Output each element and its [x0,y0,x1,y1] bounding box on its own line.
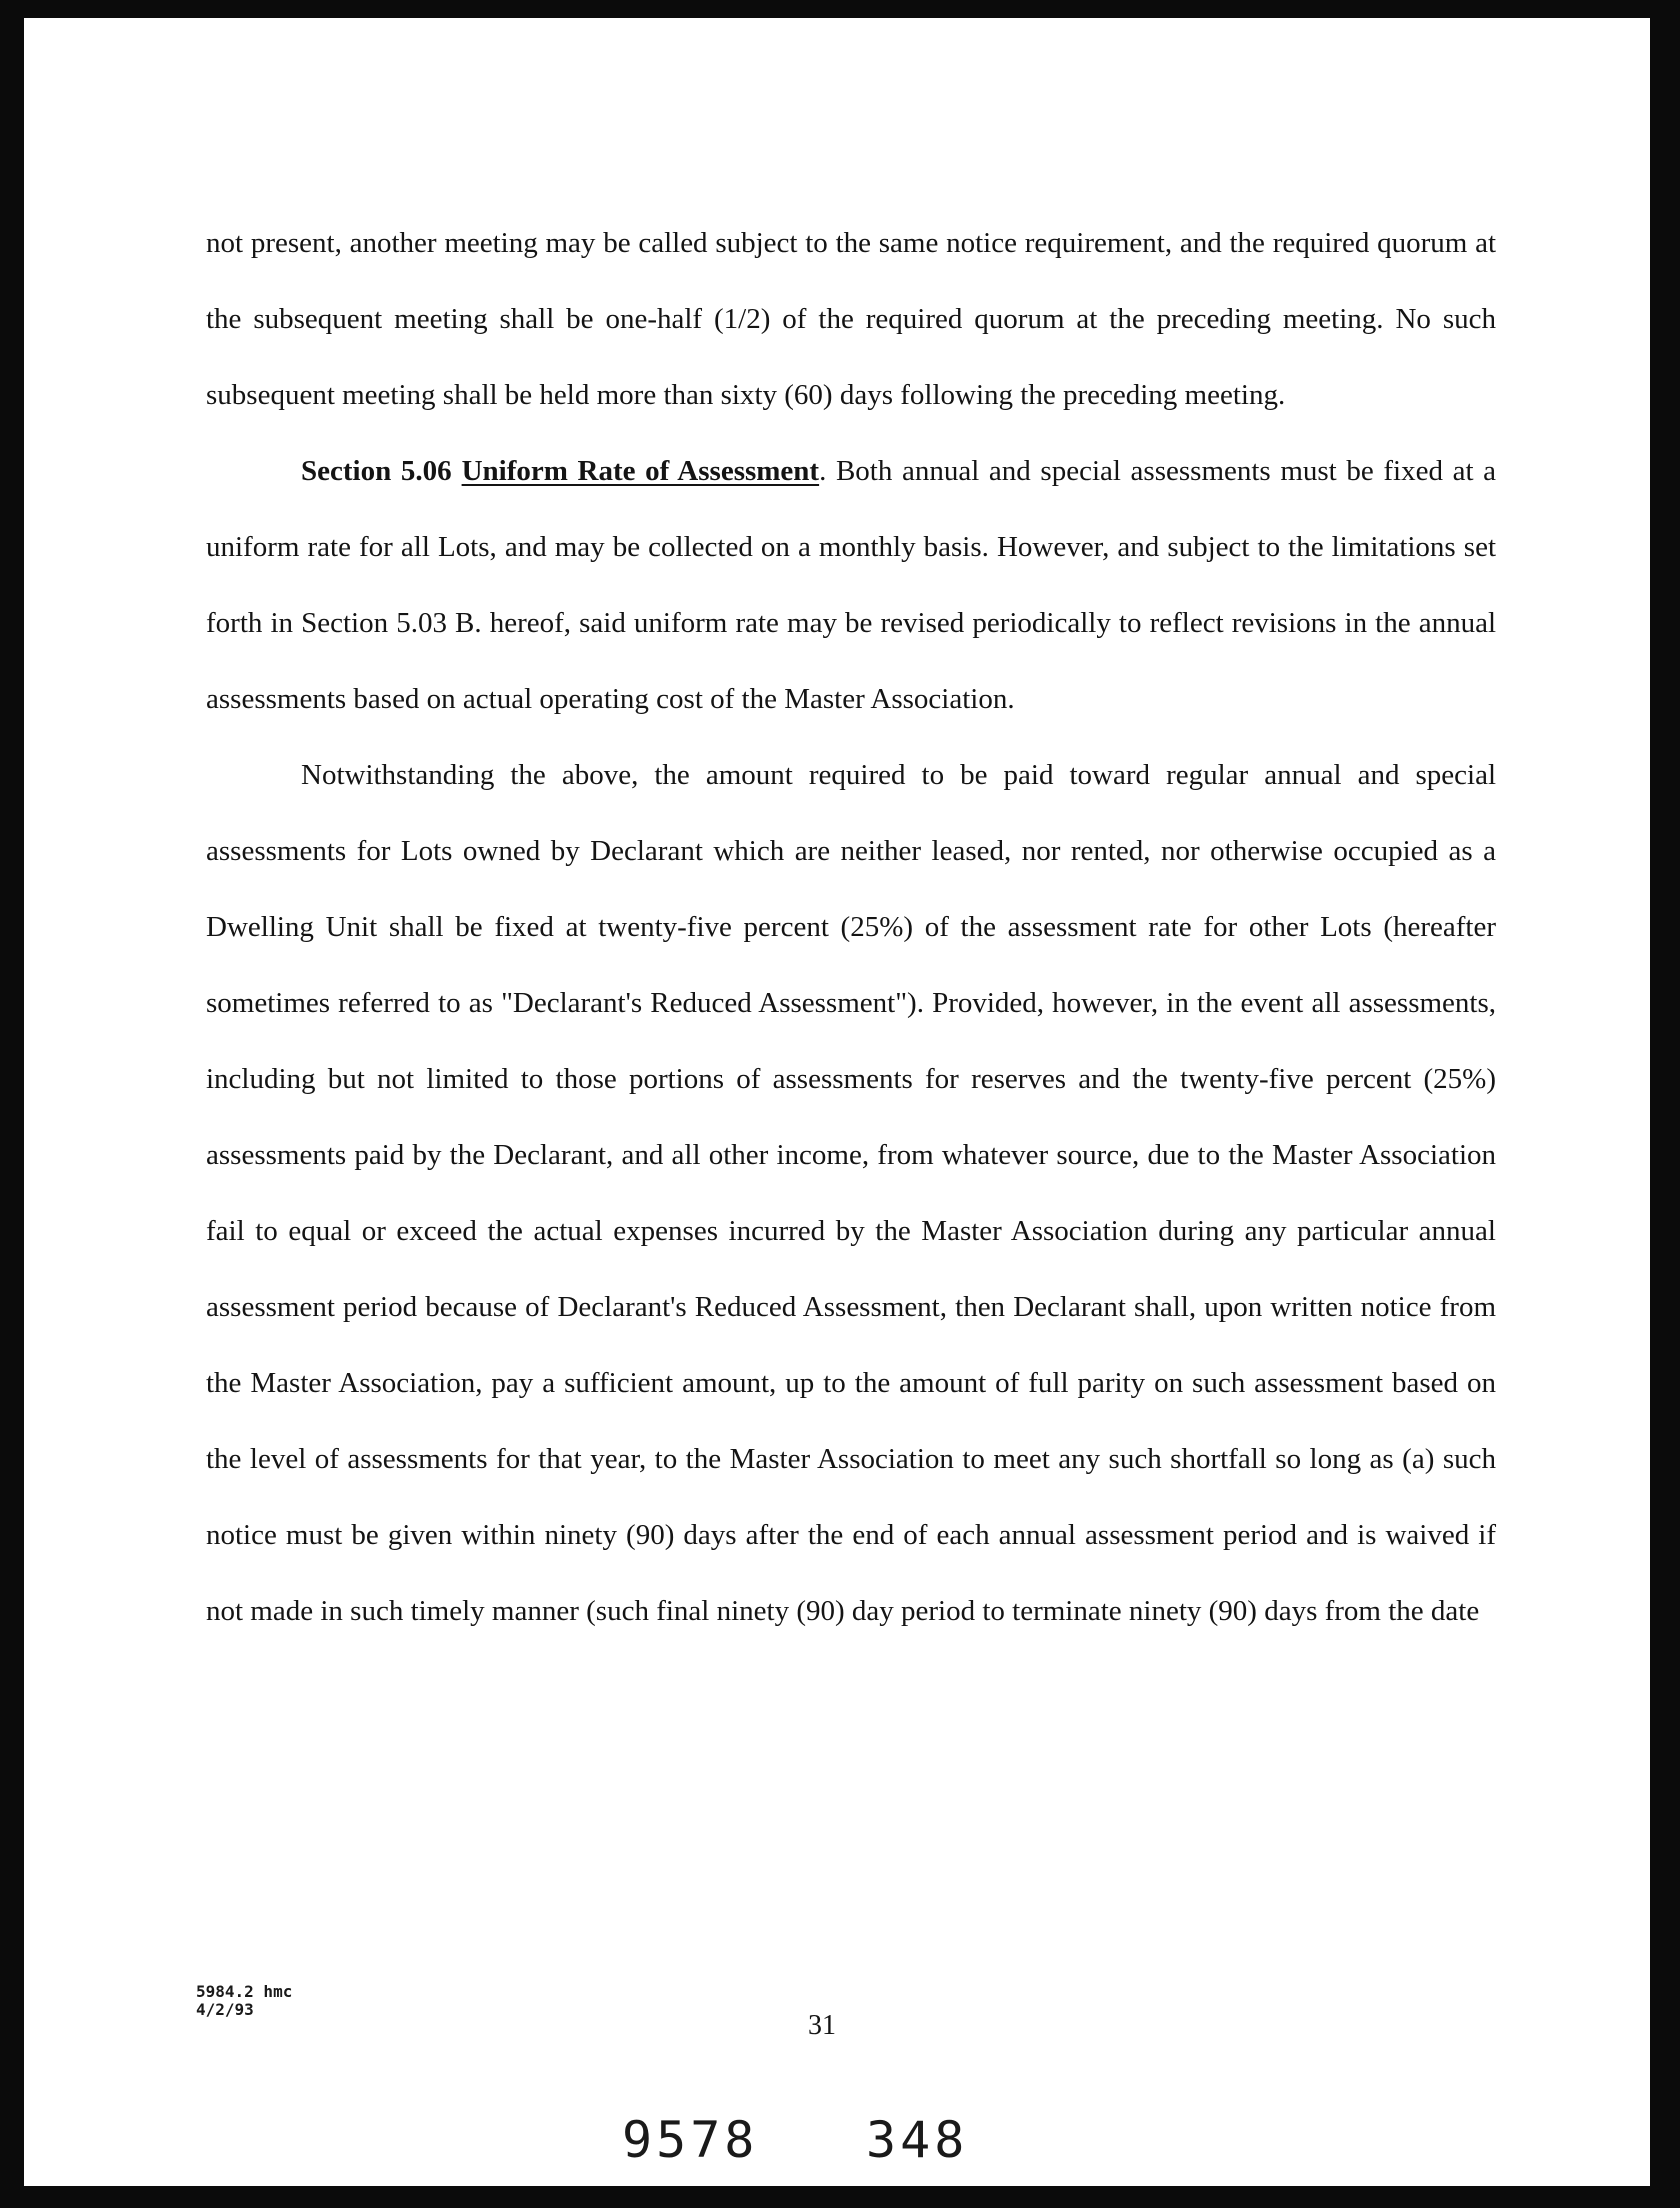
recording-page-number: 348 [866,2111,969,2169]
scan-speck [1642,1438,1648,1444]
scan-speck [24,348,26,356]
document-body [206,205,1496,1649]
section-number: Section 5.06 [301,455,452,487]
paragraph-quorum-continuation: not present, another meeting may be called subject to the same notice requirement, and the required quorum at the subsequent meeting shall be one-half (1/2) of the required quorum at the preceding meeting. No such subsequent meeting shall be held more than sixty (60) days following the preceding meeting. [206,227,1496,411]
page-number: 31 [808,2010,836,2041]
document-page [24,18,1650,2186]
section-body: . Both annual and special assessments must be fixed at a uniform rate for all Lots, and may be collected on a monthly basis. However, and subject to the limitations set forth in Section 5.03 B. hereof, said uniform rate may be revised periodically to reflect revisions in the annual assessments based on actual operating cost of the Master Association. [206,455,1496,715]
file-date: 4/2/93 [196,2000,254,2019]
footer-file-code [196,1983,292,2019]
paragraph-section-5-06 [206,433,1496,737]
scan-speck [1644,1098,1650,1107]
file-code: 5984.2 hmc [196,1982,293,2001]
paragraph-notwithstanding: Notwithstanding the above, the amount required to be paid toward regular annual and special assessments for Lots owned by Declarant which are neither leased, nor rented, nor otherwise occupied as a Dwelling Unit shall be fixed at twenty-five percent (25%) of the assessment rate for other Lots (hereafter sometimes referred to as "Declarant's Reduced Assessment"). Provided, however, in the event all assessments, including but not limited to those portions of assessments for reserves and the twenty-five percent (25%) assessments paid by the Declarant, and all other income, from whatever source, due to the Master Association fail to equal or exceed the actual expenses incurred by the Master Association during any particular annual assessment period because of Declarant's Reduced Assessment, then Declarant shall, upon written notice from the Master Association, pay a sufficient amount, up to the amount of full parity on such assessment based on the level of assessments for that year, to the Master Association to meet any such shortfall so long as (a) such notice must be given within ninety (90) days after the end of each annual assessment period and is waived if not made in such timely manner (such final ninety (90) day period to terminate ninety (90) days from the date [206,759,1496,1627]
section-title: Uniform Rate of Assessment [461,455,820,487]
recording-book-number: 9578 [622,2111,759,2169]
